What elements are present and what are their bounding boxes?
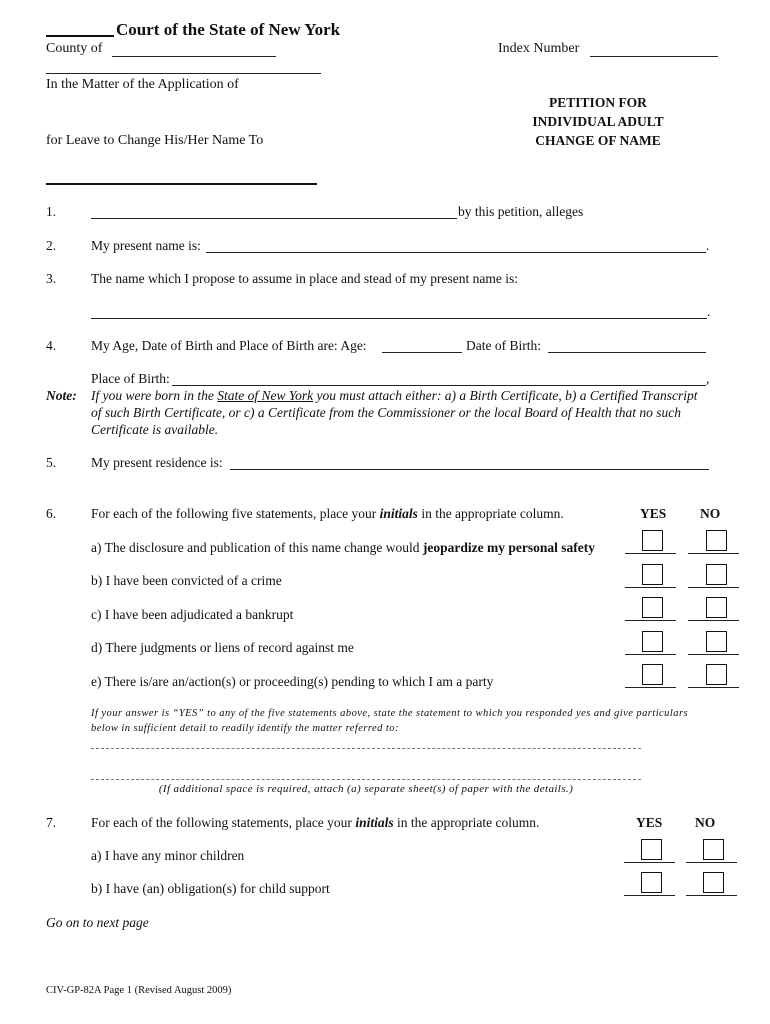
statement-6b: b) I have been convicted of a crime bbox=[91, 573, 282, 588]
index-number-label: Index Number bbox=[498, 41, 580, 56]
present-name-field[interactable] bbox=[206, 252, 706, 253]
statement-6a: a) The disclosure and publication of this name change would jeopardize my personal safety bbox=[91, 540, 596, 555]
statement-6d: d) There judgments or liens of record against me bbox=[91, 640, 354, 655]
dob-field[interactable] bbox=[548, 352, 706, 353]
matter-label: In the Matter of the Application of bbox=[46, 77, 239, 92]
petition-title-2: INDIVIDUAL ADULT bbox=[532, 114, 664, 129]
no-checkbox-7a[interactable] bbox=[703, 839, 724, 860]
court-title: Court of the State of New York bbox=[116, 20, 341, 39]
petitioner-name-field[interactable] bbox=[91, 218, 457, 219]
index-number-field[interactable] bbox=[590, 56, 718, 57]
proposed-name-field[interactable] bbox=[91, 318, 707, 319]
no-checkbox-6d[interactable] bbox=[706, 631, 727, 652]
no-checkbox-6c[interactable] bbox=[706, 597, 727, 618]
item-2-text: My present name is: bbox=[91, 238, 201, 253]
particulars-field-2[interactable] bbox=[91, 779, 641, 780]
note-line-1: If you were born in the State of New York you must attach either: a) a Birth Certificate, b) a Certified Transcript bbox=[91, 388, 698, 403]
go-to-next-page: Go on to next page bbox=[46, 915, 149, 930]
leave-label: for Leave to Change His/Her Name To bbox=[46, 133, 264, 148]
court-blank-line bbox=[46, 35, 114, 37]
no-checkbox-6b[interactable] bbox=[706, 564, 727, 585]
no-checkbox-6a[interactable] bbox=[706, 530, 727, 551]
place-of-birth-field[interactable] bbox=[172, 385, 706, 386]
yes-checkbox-6c[interactable] bbox=[642, 597, 663, 618]
yes-instructions-2: below in sufficient detail to readily identify the matter referred to: bbox=[91, 723, 399, 734]
yes-checkbox-6b[interactable] bbox=[642, 564, 663, 585]
item-5-text: My present residence is: bbox=[91, 455, 223, 470]
item-6-number: 6. bbox=[46, 506, 57, 521]
item-6-text: For each of the following five statements, place your initials in the appropriate column. bbox=[91, 506, 564, 521]
item-3-number: 3. bbox=[46, 271, 57, 286]
yes-checkbox-7a[interactable] bbox=[641, 839, 662, 860]
yes-checkbox-6e[interactable] bbox=[642, 664, 663, 685]
dob-label: Date of Birth: bbox=[466, 338, 541, 353]
item-5-number: 5. bbox=[46, 455, 57, 470]
item-7-text: For each of the following statements, place your initials in the appropriate column. bbox=[91, 815, 540, 830]
no-checkbox-6e[interactable] bbox=[706, 664, 727, 685]
note-label: Note: bbox=[46, 388, 77, 403]
yes-checkbox-6d[interactable] bbox=[642, 631, 663, 652]
petition-title-3: CHANGE OF NAME bbox=[535, 133, 661, 148]
item-4-number: 4. bbox=[46, 338, 57, 353]
new-name-field[interactable] bbox=[46, 183, 317, 185]
item-7-number: 7. bbox=[46, 815, 57, 830]
item-3-text: The name which I propose to assume in place and stead of my present name is: bbox=[91, 271, 518, 286]
no-checkbox-7b[interactable] bbox=[703, 872, 724, 893]
age-field[interactable] bbox=[382, 352, 462, 353]
statement-7a: a) I have any minor children bbox=[91, 848, 245, 863]
particulars-field-1[interactable] bbox=[91, 748, 641, 749]
item-1-text: by this petition, alleges bbox=[458, 204, 584, 219]
form-id: CIV-GP-82A Page 1 (Revised August 2009) bbox=[46, 985, 232, 996]
item-1-number: 1. bbox=[46, 204, 57, 219]
yes-checkbox-7b[interactable] bbox=[641, 872, 662, 893]
yes-header-7: YES bbox=[636, 815, 663, 830]
applicant-name-field[interactable] bbox=[46, 73, 321, 74]
county-field[interactable] bbox=[112, 56, 276, 57]
yes-header-6: YES bbox=[640, 506, 667, 521]
note-line-3: Certificate is available. bbox=[91, 422, 219, 437]
place-of-birth-label: Place of Birth: bbox=[91, 371, 170, 386]
item-2-number: 2. bbox=[46, 238, 57, 253]
age-label: My Age, Date of Birth and Place of Birth are: Age: bbox=[91, 338, 367, 353]
additional-space-note: (If additional space is required, attach (a) separate sheet(s) of paper with the details.) bbox=[158, 783, 574, 795]
no-header-6: NO bbox=[700, 506, 721, 521]
no-header-7: NO bbox=[695, 815, 716, 830]
statement-6e: e) There is/are an/action(s) or proceeding(s) pending to which I am a party bbox=[91, 674, 494, 689]
petition-title-1: PETITION FOR bbox=[549, 95, 647, 110]
statement-7b: b) I have (an) obligation(s) for child support bbox=[91, 881, 330, 896]
county-label: County of bbox=[46, 41, 103, 56]
note-line-2: of such Birth Certificate, or c) a Certificate from the Commissioner or the local Board of Health that no such bbox=[91, 405, 681, 420]
yes-checkbox-6a[interactable] bbox=[642, 530, 663, 551]
statement-6c: c) I have been adjudicated a bankrupt bbox=[91, 607, 294, 622]
yes-instructions-1: If your answer is “YES” to any of the five statements above, state the statement to which you responded yes and give particulars bbox=[91, 708, 689, 719]
residence-field[interactable] bbox=[230, 469, 709, 470]
